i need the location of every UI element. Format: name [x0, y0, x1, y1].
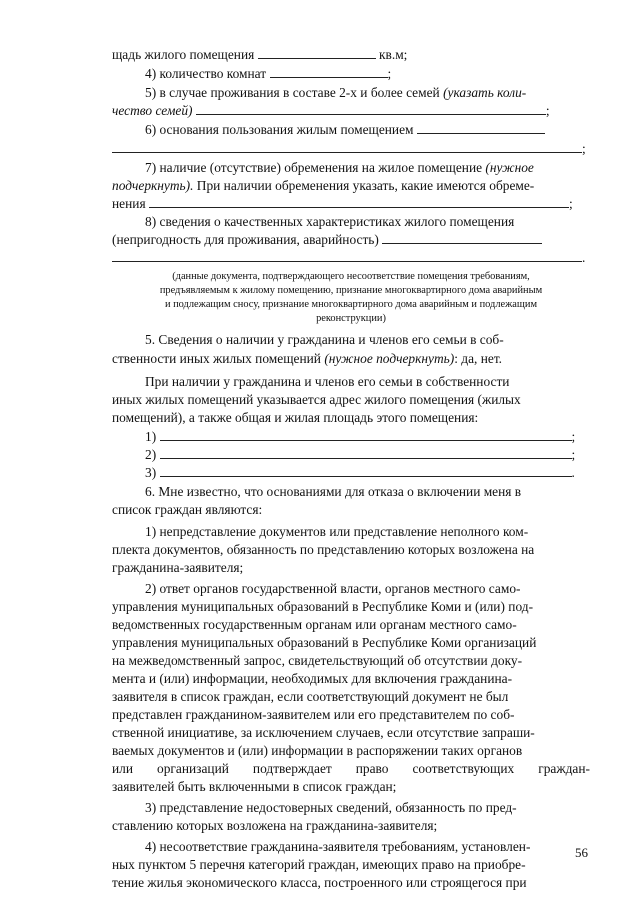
text-line [145, 121, 590, 138]
list-item [145, 446, 590, 463]
blank-line [258, 46, 376, 59]
text-fragment: : да, нет. [454, 351, 503, 366]
text-line: иных жилых помещений указывается адрес жилого помещения (жилых [112, 392, 521, 407]
page-number: 56 [575, 845, 588, 860]
text-line: 2) ответ органов государственной власти, органов местного само- [145, 581, 521, 596]
text-line: заявителей быть включенными в список граждан; [112, 779, 397, 794]
text-fragment: 3) [145, 465, 157, 480]
text-fragment: . [582, 250, 586, 265]
blank-line [112, 249, 582, 262]
text-fragment: 8) сведения о качественных характеристиках жилого помещения [145, 214, 515, 229]
list-item [145, 464, 590, 481]
text-line: заявителя в список граждан, если соответствующий документ не был [112, 689, 509, 704]
text-line: тение жилья экономического класса, построенного или строящегося при [112, 875, 527, 890]
text-fragment: кв.м; [379, 47, 408, 62]
text-line: ственной инициативе, за исключением случаев, если отсутствие запраши- [112, 725, 535, 740]
text-line: 4) несоответствие гражданина-заявителя требованиям, установлен- [145, 839, 531, 854]
text-line: мента и (или) информации, необходимых для включения гражданина- [112, 671, 513, 686]
text-fragment: ; [571, 447, 576, 462]
text-line: помещений), а также общая и жилая площадь этого помещения: [112, 410, 479, 425]
blank-line [417, 121, 545, 134]
text-fragment: (указать коли- [443, 85, 527, 100]
text-line [112, 350, 590, 367]
text-fragment: При наличии обременения указать, какие имеются обреме- [196, 178, 535, 193]
text-line [112, 102, 590, 119]
caption-line: и подлежащим сносу, признание многоквартирного дома аварийным и подлежащим [164, 299, 538, 310]
text-fragment: (нужное [485, 160, 534, 175]
text-line [112, 46, 590, 63]
blank-line [160, 428, 572, 441]
text-line [112, 177, 590, 194]
text-fragment: ; [568, 196, 573, 211]
text-fragment: ; [571, 429, 576, 444]
blank-line [382, 231, 542, 244]
text-line: 5. Сведения о наличии у гражданина и членов его семьи в соб- [145, 332, 504, 347]
text-fragment: (непригодность для проживания, аварийность) [112, 232, 379, 247]
text-line: При наличии у гражданина и членов его семьи в собственности [145, 374, 510, 389]
blank-line [160, 464, 572, 477]
caption-line: реконструкции) [316, 313, 386, 324]
text-line: представлен гражданином-заявителем или его представителем по соб- [112, 707, 515, 722]
text-fragment: ; [545, 103, 550, 118]
text-line: 1) непредставление документов или представление неполного ком- [145, 524, 529, 539]
text-fragment: 7) наличие (отсутствие) обременения на жилое помещение [145, 160, 483, 175]
caption-line: (данные документа, подтверждающего несоответствие помещения требованиям, [172, 271, 530, 282]
text-line: на межведомственный запрос, свидетельствующий об отсутствии доку- [112, 653, 523, 668]
caption-line: предъявляемым к жилому помещению, признание многоквартирного дома аварийным [159, 285, 543, 296]
list-item [145, 428, 590, 445]
text-line [112, 195, 590, 212]
text-line: ваемых документов и (или) информации в распоряжении таких органов [112, 743, 523, 758]
text-line: управления муниципальных образований в Республике Коми и (или) под- [112, 599, 534, 614]
text-line: ных пунктом 5 перечня категорий граждан, имеющих право на приобре- [112, 857, 526, 872]
text-line [112, 231, 590, 248]
text-line [112, 249, 590, 266]
text-fragment: . [571, 465, 575, 480]
text-fragment: 6) основания пользования жилым помещением [145, 122, 414, 137]
text-line: 3) представление недостоверных сведений, обязанность по пред- [145, 800, 517, 815]
text-fragment: подчеркнуть). [112, 178, 194, 193]
blank-line [149, 195, 569, 208]
blank-line [112, 140, 582, 153]
text-fragment: нения [112, 196, 146, 211]
blank-line [196, 102, 546, 115]
text-fragment: 2) [145, 447, 157, 462]
text-fragment: 1) [145, 429, 157, 444]
text-line: гражданина-заявителя; [112, 560, 244, 575]
text-fragment: ; [387, 66, 392, 81]
text-fragment: 5) в случае проживания в составе 2-х и более семей [145, 85, 440, 100]
text-fragment: щадь жилого помещения [112, 47, 255, 62]
text-line [145, 65, 590, 82]
text-line [145, 213, 590, 230]
blank-line [270, 65, 388, 78]
blank-line [160, 446, 572, 459]
text-line: или организаций подтверждает право соответствующих граждан- [112, 761, 590, 776]
text-line [145, 84, 590, 101]
text-line: ведомственных государственным органам или органам местного само- [112, 617, 517, 632]
text-line: 6. Мне известно, что основаниями для отказа о включении меня в [145, 484, 522, 499]
text-line [112, 140, 590, 157]
text-line: управления муниципальных образований в Республике Коми организаций [112, 635, 537, 650]
text-line: плекта документов, обязанность по представлению которых возложена на [112, 542, 535, 557]
text-fragment: ственности иных жилых помещений [112, 351, 321, 366]
text-line: список граждан являются: [112, 502, 263, 517]
text-fragment: чество семей) [112, 103, 193, 118]
text-fragment: 4) количество комнат [145, 66, 267, 81]
text-line: ставлению которых возложена на гражданина-заявителя; [112, 818, 438, 833]
text-fragment: (нужное подчеркнуть) [324, 351, 455, 366]
text-line [145, 159, 590, 176]
text-fragment: ; [582, 141, 586, 156]
